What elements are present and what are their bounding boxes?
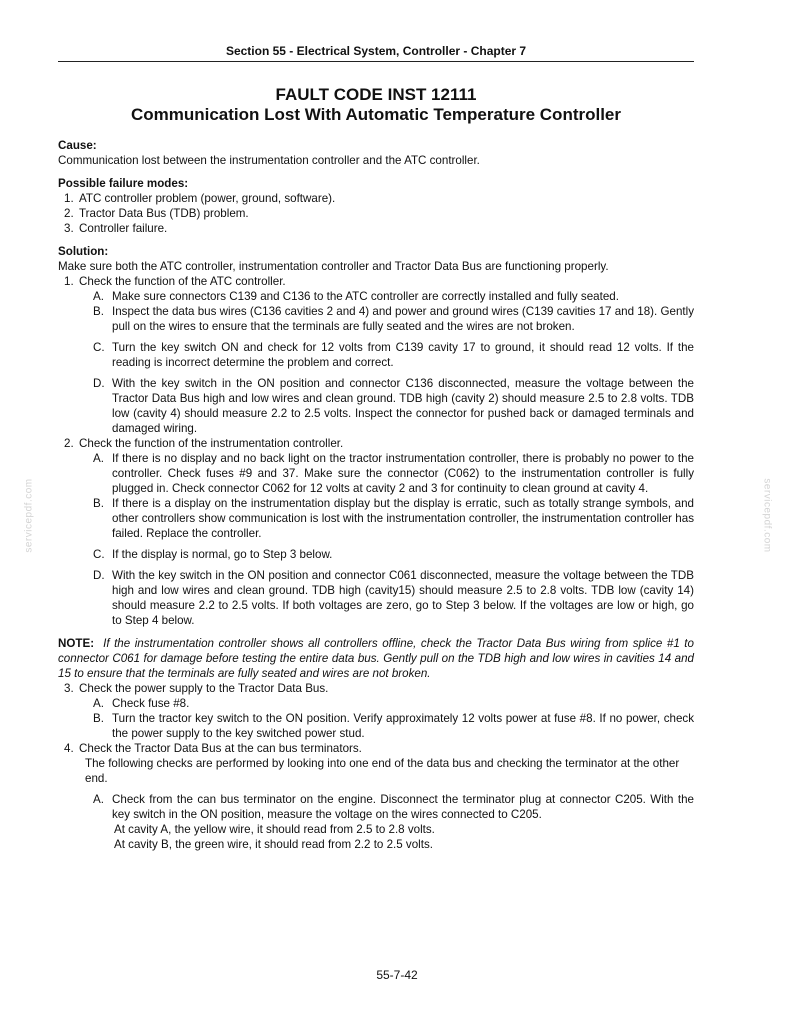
solution-text: Make sure both the ATC controller, instrumentation controller and Tractor Data Bus are functioning properly. xyxy=(58,260,609,273)
list-item: B. If there is a display on the instrumentation display but the display is erratic, such as totally strange symbols, and other controllers show communication is lost with the instrumentation controller, the instrumentation controller has failed. Replace the controller. xyxy=(93,497,694,540)
fault-code-title: FAULT CODE INST 12111 xyxy=(275,85,477,104)
list-item: A. Check fuse #8. xyxy=(93,697,190,710)
fault-description-title: Communication Lost With Automatic Temperature Controller xyxy=(130,105,622,124)
step-4-body: The following checks are performed by looking into one end of the data bus and checking the terminator at the other end. xyxy=(85,757,680,785)
cause-text: Communication lost between the instrumentation controller and the ATC controller. xyxy=(58,154,480,167)
solution-heading: Solution: xyxy=(58,245,109,258)
failure-modes-list xyxy=(64,191,694,236)
watermark-left: servicepdf.com xyxy=(23,478,35,553)
cavity-a-line: At cavity A, the yellow wire, it should read from 2.5 to 2.8 volts. xyxy=(114,823,435,836)
step-1: 1. Check the function of the ATC controller. A. Make sure connectors C139 and C136 to the ATC controller are correctly installed and fully seated. B. Inspect the data bus wires (C136 cavities 2 and 4) and power and ground wires (C139 cavities 17 and 18). Gently pull on the wires to ensure that the terminals are fully seated and the wires are not broken. C. Turn the key switch ON and check for 12 volts from C139 cavity 17 to ground, it should read 12 volts. If the reading is incorrect determine the problem and correct. D. With the key switch in the ON position and connector C136 disconnected, measure the voltage between the Tractor Data Bus high and low wires and clean ground. TDB high (cavity 2) should measure 2.5 to 2.8 volts. TDB low (cavity 4) should measure 2.2 to 2.5 volts. Inspect the connector for pushed back or damaged terminals and damaged wiring. xyxy=(64,275,694,435)
note-label: NOTE: xyxy=(58,637,95,650)
list-item: B. Turn the tractor key switch to the ON position. Verify approximately 12 volts power at fuse #8. If no power, check the power supply to the key switched power stud. xyxy=(93,712,694,740)
note-paragraph xyxy=(58,636,694,681)
list-item: D. With the key switch in the ON position and connector C061 disconnected, measure the voltage between the TDB high and low wires and clean ground. TDB high (cavity15) should measure 2.5 to 2.8 volts. TDB low (cavity 14) should measure 2.2 to 2.5 volts. If both voltages are zero, go to Step 3 below. If the voltages are low or high, go to Step 4 below. xyxy=(93,569,694,627)
step-3: 3. Check the power supply to the Tractor Data Bus. A. Check fuse #8. B. Turn the tractor key switch to the ON position. Verify approximately 12 volts power at fuse #8. If no power, check the power supply to the key switched power stud. xyxy=(64,682,694,740)
list-item: A. Make sure connectors C139 and C136 to the ATC controller are correctly installed and fully seated. xyxy=(93,290,619,303)
document-body xyxy=(58,138,694,852)
cavity-b-line: At cavity B, the green wire, it should read from 2.2 to 2.5 volts. xyxy=(114,838,433,851)
list-item: D. With the key switch in the ON position and connector C136 disconnected, measure the voltage between the Tractor Data Bus high and low wires and clean ground. TDB high (cavity 2) should measure 2.5 to 2.8 volts. TDB low (cavity 4) should measure 2.2 to 2.5 volts. Inspect the connector for pushed back or damaged terminals and damaged wiring. xyxy=(93,377,694,435)
list-item: 3. Controller failure. xyxy=(64,222,168,235)
watermark-right: servicepdf.com xyxy=(761,478,773,553)
list-item: B. Inspect the data bus wires (C136 cavities 2 and 4) and power and ground wires (C139 cavities 17 and 18). Gently pull on the wires to ensure that the terminals are fully seated and the wires are not broken. xyxy=(93,305,694,333)
list-item: C. Turn the key switch ON and check for 12 volts from C139 cavity 17 to ground, it should read 12 volts. If the reading is incorrect determine the problem and correct. xyxy=(93,341,694,369)
failure-modes-heading: Possible failure modes: xyxy=(58,177,189,190)
section-header: Section 55 - Electrical System, Controller - Chapter 7 xyxy=(58,44,694,62)
document-page xyxy=(58,44,694,852)
step-2: 2. Check the function of the instrumentation controller. A. If there is no display and no back light on the tractor instrumentation controller, there is probably no power to the controller. Check fuses #9 and 37. Make sure the connector (C062) to the instrumentation controller is fully plugged in. Check connector C062 for 12 volts at cavity 2 and 3 for continuity to clean ground at cavity 4. B. If there is a display on the instrumentation display but the display is erratic, such as totally strange symbols, and other controllers show communication is lost with the instrumentation controller, the instrumentation controller has failed. Replace the controller. C. If the display is normal, go to Step 3 below. D. With the key switch in the ON position and connector C061 disconnected, measure the voltage between the TDB high and low wires and clean ground. TDB high (cavity15) should measure 2.5 to 2.8 volts. TDB low (cavity 14) should measure 2.2 to 2.5 volts. If both voltages are zero, go to Step 3 below. If the voltages are low or high, go to Step 4 below. xyxy=(64,437,694,627)
cause-heading: Cause: xyxy=(58,139,97,152)
list-item: 2. Tractor Data Bus (TDB) problem. xyxy=(64,207,249,220)
note-text: If the instrumentation controller shows all controllers offline, check the Tractor Data Bus wiring from splice #1 to connector C061 for damage before testing the entire data bus. Gently pull on the TDB high and low wires in cavities 14 and 15 to ensure that the terminals are fully seated and wires are not broken. xyxy=(58,637,694,680)
list-item: A. Check from the can bus terminator on the engine. Disconnect the terminator plug at connector C205. With the key switch in the ON position, measure the voltage on the wires connected to C205. xyxy=(93,793,694,821)
page-number: 55-7-42 xyxy=(376,968,418,982)
list-item: 1. ATC controller problem (power, ground, software). xyxy=(64,192,336,205)
list-item: C. If the display is normal, go to Step 3 below. xyxy=(93,548,333,561)
list-item: A. If there is no display and no back light on the tractor instrumentation controller, there is probably no power to the controller. Check fuses #9 and 37. Make sure the connector (C062) to the instrumentation controller is fully plugged in. Check connector C062 for 12 volts at cavity 2 and 3 for continuity to clean ground at cavity 4. xyxy=(93,452,694,495)
page-title xyxy=(58,85,694,125)
step-4: 4. Check the Tractor Data Bus at the can bus terminators. The following checks are performed by looking into one end of the data bus and checking the terminator at the other end. A. Check from the can bus terminator on the engine. Disconnect the terminator plug at connector C205. With the key switch in the ON position, measure the voltage on the wires connected to C205. At cavity A, the yellow wire, it should read from 2.5 to 2.8 volts. At cavity B, the green wire, it should read from 2.2 to 2.5 volts. xyxy=(64,742,694,851)
